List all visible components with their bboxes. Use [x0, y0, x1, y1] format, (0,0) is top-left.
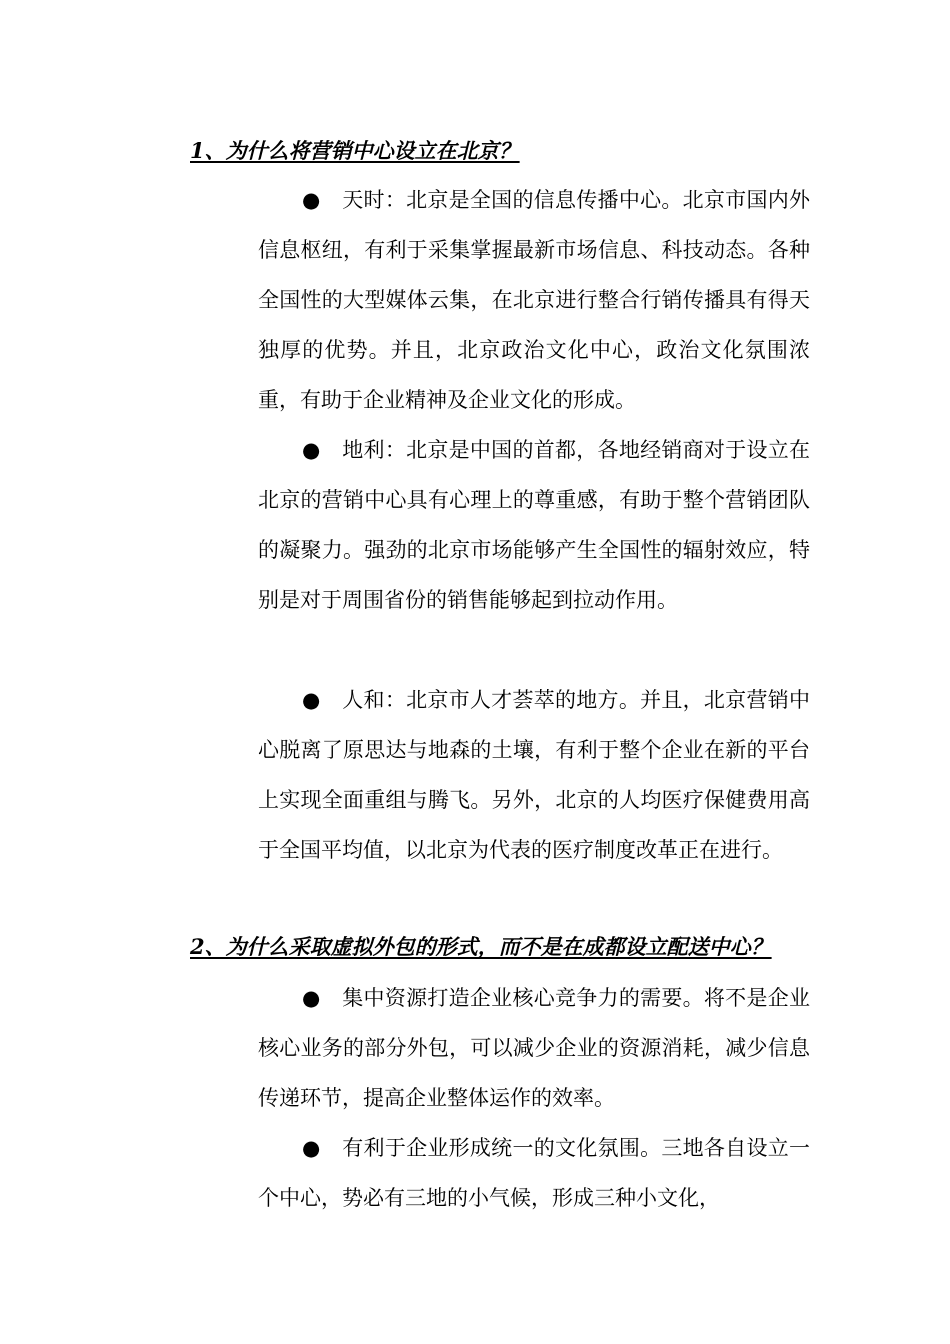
bullet-item-renhe — [258, 675, 810, 875]
bullet-item-dili — [258, 425, 810, 625]
bullet-icon: ● — [302, 986, 321, 1010]
bullet-icon: ● — [302, 688, 321, 712]
bullet-icon: ● — [302, 438, 321, 462]
bullet-text: 集中资源打造企业核心竞争力的需要。将不是企业核心业务的部分外包，可以减少企业的资源消耗，减少信息传递环节，提高企业整体运作的效率。 — [258, 986, 810, 1110]
bullet-text: 人和：北京市人才荟萃的地方。并且，北京营销中心脱离了原思达与地森的土壤，有利于整个企业在新的平台上实现全面重组与腾飞。另外，北京的人均医疗保健费用高于全国平均值，以北京为代表的医疗制度改革正在进行。 — [258, 688, 810, 862]
bullet-item-tianshi — [258, 175, 810, 425]
bullet-text: 地利：北京是中国的首都，各地经销商对于设立在北京的营销中心具有心理上的尊重感，有助于整个营销团队的凝聚力。强劲的北京市场能够产生全国性的辐射效应，特别是对于周围省份的销售能够起到拉动作用。 — [258, 438, 810, 612]
bullet-icon: ● — [302, 188, 321, 212]
section-heading-2: 2、为什么采取虚拟外包的形式，而不是在成都设立配送中心？ — [190, 934, 772, 959]
bullet-text: 有利于企业形成统一的文化氛围。三地各自设立一个中心，势必有三地的小气候，形成三种小文化， — [258, 1136, 810, 1210]
bullet-item-core-competence — [258, 973, 810, 1123]
bullet-icon: ● — [302, 1136, 321, 1160]
section-heading-1: 1、为什么将营销中心设立在北京？ — [190, 138, 520, 163]
bullet-item-unified-culture — [258, 1123, 810, 1223]
bullet-text: 天时：北京是全国的信息传播中心。北京市国内外信息枢纽，有利于采集掌握最新市场信息、科技动态。各种全国性的大型媒体云集，在北京进行整合行销传播具有得天独厚的优势。并且，北京政治文化中心，政治文化氛围浓重，有助于企业精神及企业文化的形成。 — [258, 188, 810, 412]
